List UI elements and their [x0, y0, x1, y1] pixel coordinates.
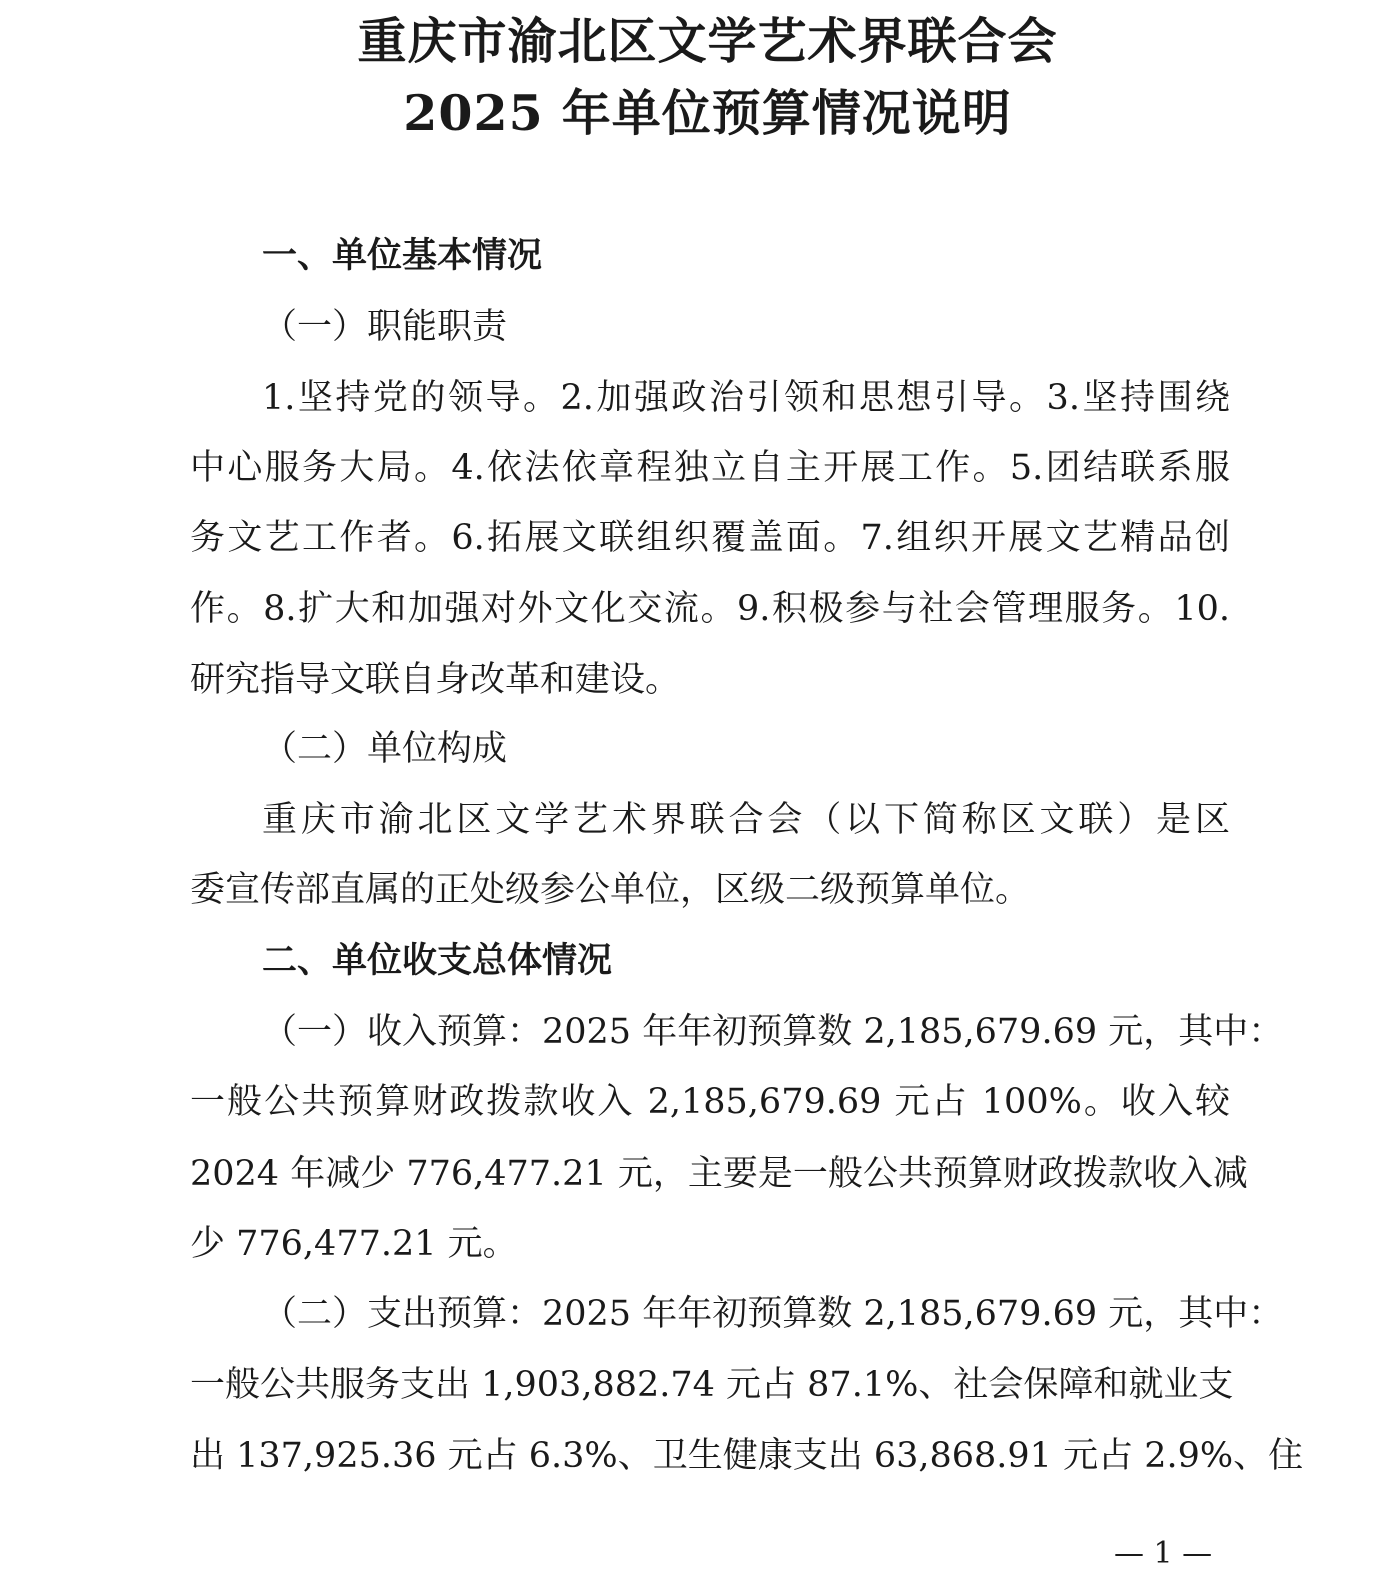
- paragraph-line: （一）收入预算：2025 年年初预算数 2,185,679.69 元，其中：: [262, 1012, 1284, 1052]
- subsection-heading-duties: （一）职能职责: [262, 307, 508, 347]
- paragraph-line: 2024 年减少 776,477.21 元，主要是一般公共预算财政拨款收入减: [190, 1154, 1248, 1194]
- paragraph-line: 委宣传部直属的正处级参公单位，区级二级预算单位。: [190, 870, 1031, 910]
- paragraph-line: 1.坚持党的领导。2.加强政治引领和思想引导。3.坚持围绕: [262, 378, 1230, 418]
- document-title-line-1: 重庆市渝北区文学艺术界联合会: [357, 12, 1058, 70]
- paragraph-line: 一般公共服务支出 1,903,882.74 元占 87.1%、社会保障和就业支: [190, 1365, 1234, 1405]
- section-heading-revenue-expenditure: 二、单位收支总体情况: [262, 940, 613, 981]
- paragraph-line: 重庆市渝北区文学艺术界联合会（以下简称区文联）是区: [262, 800, 1230, 840]
- paragraph-line: 一般公共预算财政拨款收入 2,185,679.69 元占 100%。收入较: [190, 1082, 1230, 1122]
- subsection-heading-composition: （二）单位构成: [262, 729, 508, 769]
- document-title-line-2: 2025 年单位预算情况说明: [403, 84, 1012, 142]
- paragraph-line: 研究指导文联自身改革和建设。: [190, 660, 681, 700]
- paragraph-line: 少 776,477.21 元。: [190, 1224, 518, 1264]
- section-heading-basic-info: 一、单位基本情况: [262, 235, 543, 276]
- paragraph-line: 务文艺工作者。6.拓展文联组织覆盖面。7.组织开展文艺精品创: [190, 518, 1230, 558]
- page-number: — 1 —: [1114, 1536, 1213, 1571]
- paragraph-line: 出 137,925.36 元占 6.3%、卫生健康支出 63,868.91 元占 2.9%、住: [190, 1436, 1304, 1476]
- paragraph-line: （二）支出预算：2025 年年初预算数 2,185,679.69 元，其中：: [262, 1294, 1284, 1334]
- paragraph-line: 中心服务大局。4.依法依章程独立自主开展工作。5.团结联系服: [190, 448, 1230, 488]
- paragraph-line: 作。8.扩大和加强对外文化交流。9.积极参与社会管理服务。10.: [190, 589, 1230, 629]
